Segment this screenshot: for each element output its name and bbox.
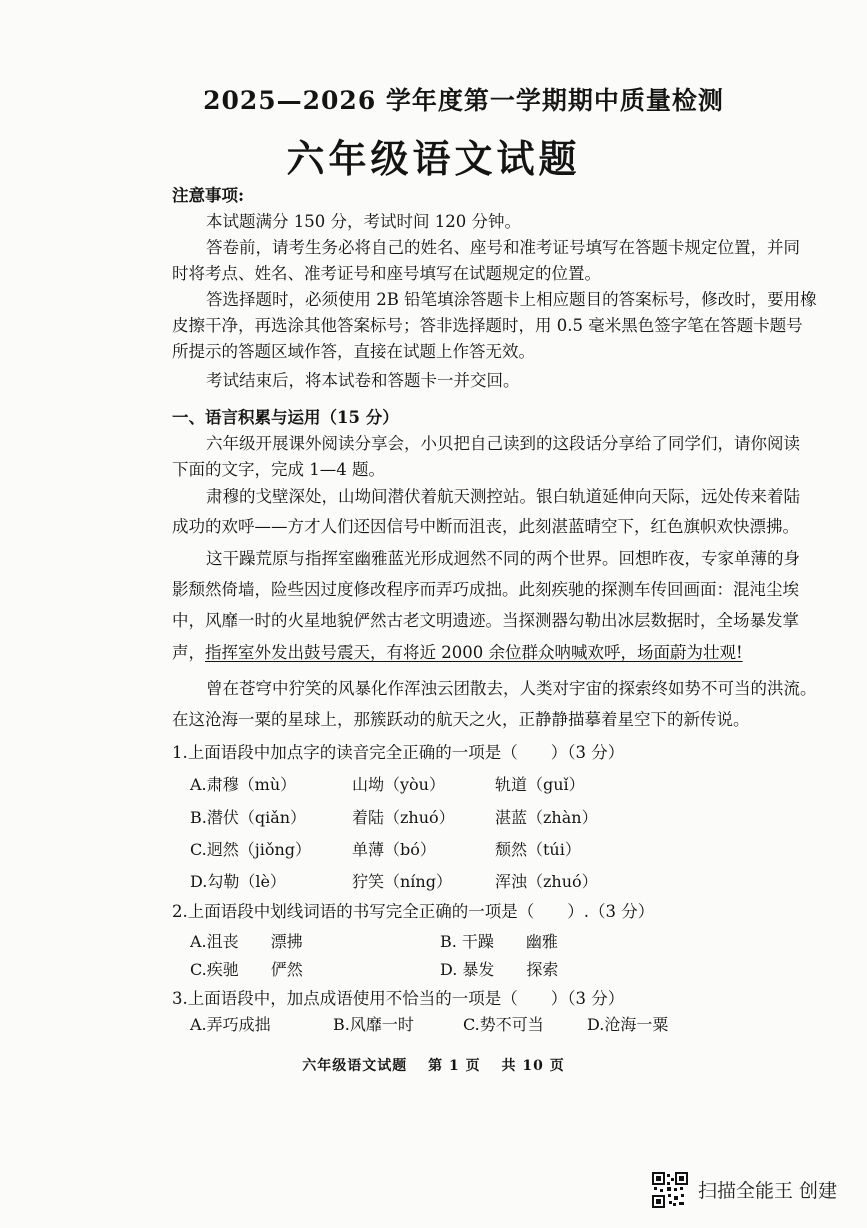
notes-line: 本试题满分 150 分，考试时间 120 分钟。 [206,212,521,231]
option: 着陆（zhuó） [352,808,455,827]
exam-header: 2025—2026 学年度第一学期期中质量检测 [203,86,724,115]
section-heading: 一、语言积累与运用（15 分） [172,408,399,427]
option: 浑浊（zhuó） [495,872,598,891]
scanner-watermark: 扫描全能王 创建 [698,1180,838,1202]
passage-underlined-sentence: 指挥室外发出鼓号震天，有将近 2000 余位群众呐喊欢呼，场面蔚为壮观! [205,643,743,662]
passage-line: 肃穆的戈壁深处，山坳间潜伏着航天测控站。银白轨道延伸向天际，远处传来着陆 [206,487,800,506]
question-stem: 1.上面语段中加点字的读音完全正确的一项是（ ）（3 分） [172,743,625,762]
option: C.迥然（jiǒng） [190,840,312,859]
option: 轨道（guǐ） [495,775,585,794]
page-footer: 六年级语文试题 第 1 页 共 10 页 [302,1058,565,1074]
option: D. 暴发 探索 [440,960,559,979]
notes-line: 所提示的答题区域作答，直接在试题上作答无效。 [172,342,535,361]
option: 颓然（túi） [495,840,581,859]
question-stem: 3.上面语段中，加点成语使用不恰当的一项是（ ）（3 分） [172,989,625,1008]
option: 湛蓝（zhàn） [495,808,598,827]
intro-line: 下面的文字，完成 1—4 题。 [172,460,385,479]
option: A.沮丧 漂拂 [190,932,303,951]
option: 狞笑（níng） [352,872,452,891]
notes-line: 答卷前，请考生务必将自己的姓名、座号和准考证号填写在答题卡规定位置，并同 [206,238,800,257]
option: C.势不可当 [463,1015,544,1034]
exam-title: 六年级语文试题 [286,136,581,181]
passage-line: 成功的欢呼——方才人们还因信号中断而沮丧，此刻湛蓝晴空下，红色旗帜欢快漂拂。 [172,517,799,536]
passage-line: 在这沧海一粟的星球上，那簇跃动的航天之火，正静静描摹着星空下的新传说。 [172,710,750,729]
option: A.肃穆（mù） [190,775,297,794]
option: 单薄（bó） [352,840,436,859]
notes-line: 皮擦干净，再选涂其他答案标号；答非选择题时，用 0.5 毫米黑色签字笔在答题卡题号 [172,316,803,335]
notes-heading: 注意事项: [172,186,245,205]
option: C.疾驰 俨然 [190,960,303,979]
notes-line: 答选择题时，必须使用 2B 铅笔填涂答题卡上相应题目的答案标号，修改时，要用橡 [206,290,817,309]
qr-code-icon [652,1172,688,1208]
option: B.潜伏（qiǎn） [190,808,307,827]
passage-line: 曾在苍穹中狞笑的风暴化作浑浊云团散去，人类对宇宙的探索终如势不可当的洪流。 [206,679,817,698]
notes-line: 考试结束后，将本试卷和答题卡一并交回。 [206,371,520,390]
passage-line: 中，风靡一时的火星地貌俨然古老文明遗迹。当探测器勾勒出冰层数据时，全场暴发掌 [172,611,799,630]
option: 山坳（yòu） [352,775,445,794]
option: D.勾勒（lè） [190,872,286,891]
passage-line: 这干躁荒原与指挥室幽雅蓝光形成迥然不同的两个世界。回想昨夜，专家单薄的身 [206,549,800,568]
passage-line: 影颓然倚墙，险些因过度修改程序而弄巧成拙。此刻疾驰的探测车传回画面：混沌尘埃 [172,580,799,599]
option: B. 干躁 幽雅 [440,932,558,951]
intro-line: 六年级开展课外阅读分享会，小贝把自己读到的这段话分享给了同学们，请你阅读 [206,434,800,453]
option: D.沧海一粟 [587,1015,669,1034]
passage-line: 声， [172,643,205,662]
notes-line: 时将考点、姓名、准考证号和座号填写在试题规定的位置。 [172,264,601,283]
question-stem: 2.上面语段中划线词语的书写完全正确的一项是（ ）.（3 分） [172,902,655,921]
option: A.弄巧成拙 [190,1015,271,1034]
option: B.风靡一时 [333,1015,414,1034]
